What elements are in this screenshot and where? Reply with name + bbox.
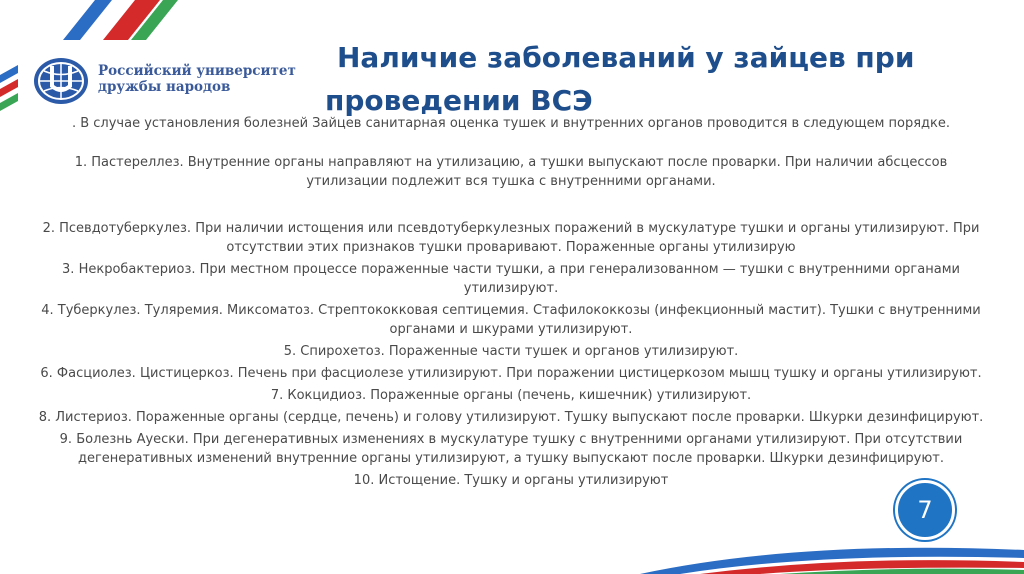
bottom-decorative-swoosh [0, 500, 1024, 574]
list-item: 4. Туберкулез. Туляремия. Миксоматоз. Стрептококковая септицемия. Стафилококкозы (инфекционный мастит). Тушки с внутренними органами и шкурами утилизируют. [41, 303, 981, 337]
slide-title-line-2: проведении ВСЭ [325, 84, 593, 117]
list-item: 5. Спирохетоз. Пораженные части тушек и органов утилизируют. [283, 344, 739, 359]
page-number-badge: 7 [895, 480, 955, 540]
list-item: 8. Листериоз. Пораженные органы (сердце, печень) и голову утилизируют. Тушку выпускают после проварки. Шкурки дезинфицируют. [38, 410, 984, 425]
globe-logo-icon [32, 56, 90, 106]
list-item: 6. Фасциолез. Цистицеркоз. Печень при фасциолезе утилизируют. При поражении цистицеркозом мышц тушку и органы утилизируют. [40, 366, 982, 381]
top-decorative-stripes [0, 0, 200, 40]
list-item: 10. Истощение. Тушку и органы утилизируют [353, 473, 669, 488]
list-item: 3. Некробактериоз. При местном процессе пораженные части тушки, а при генерализованном — тушки с внутренними органами утилизируют. [62, 262, 960, 296]
list-item: 1. Пастереллез. Внутренние органы направляют на утилизацию, а тушки выпускают после проварки. При наличии абсцессов утилизации подлежит вся тушка с внутренними органами. [74, 155, 948, 189]
slide-title [325, 36, 985, 122]
list-item: 7. Кокцидиоз. Пораженные органы (печень, кишечник) утилизируют. [270, 388, 752, 403]
university-logo [32, 56, 302, 106]
list-item: 2. Псевдотуберкулез. При наличии истощения или псевдотуберкулезных поражений в мускулатуре тушки и органы утилизируют. При отсутствии этих признаков тушки проваривают. Пораженные органы утилизирую [42, 221, 980, 255]
list-item: 9. Болезнь Ауески. При дегенеративных изменениях в мускулатуре тушку с внутренними органами утилизируют. При отсутствии дегенеративных изменений внутренние органы утилизируют, а тушку выпускают после проварки. Шкурки дезинфицируют. [59, 432, 963, 466]
slide-body [36, 112, 986, 490]
intro-paragraph: . В случае установления болезней Зайцев санитарная оценка тушек и внутренних органов проводится в следующем порядке. [71, 116, 951, 131]
logo-line-2: дружбы народов [98, 79, 231, 95]
logo-line-1: Российский университет [98, 63, 296, 79]
left-decorative-stripes [0, 65, 30, 120]
slide-title-line-1: Наличие заболеваний у зайцев при [337, 41, 915, 74]
